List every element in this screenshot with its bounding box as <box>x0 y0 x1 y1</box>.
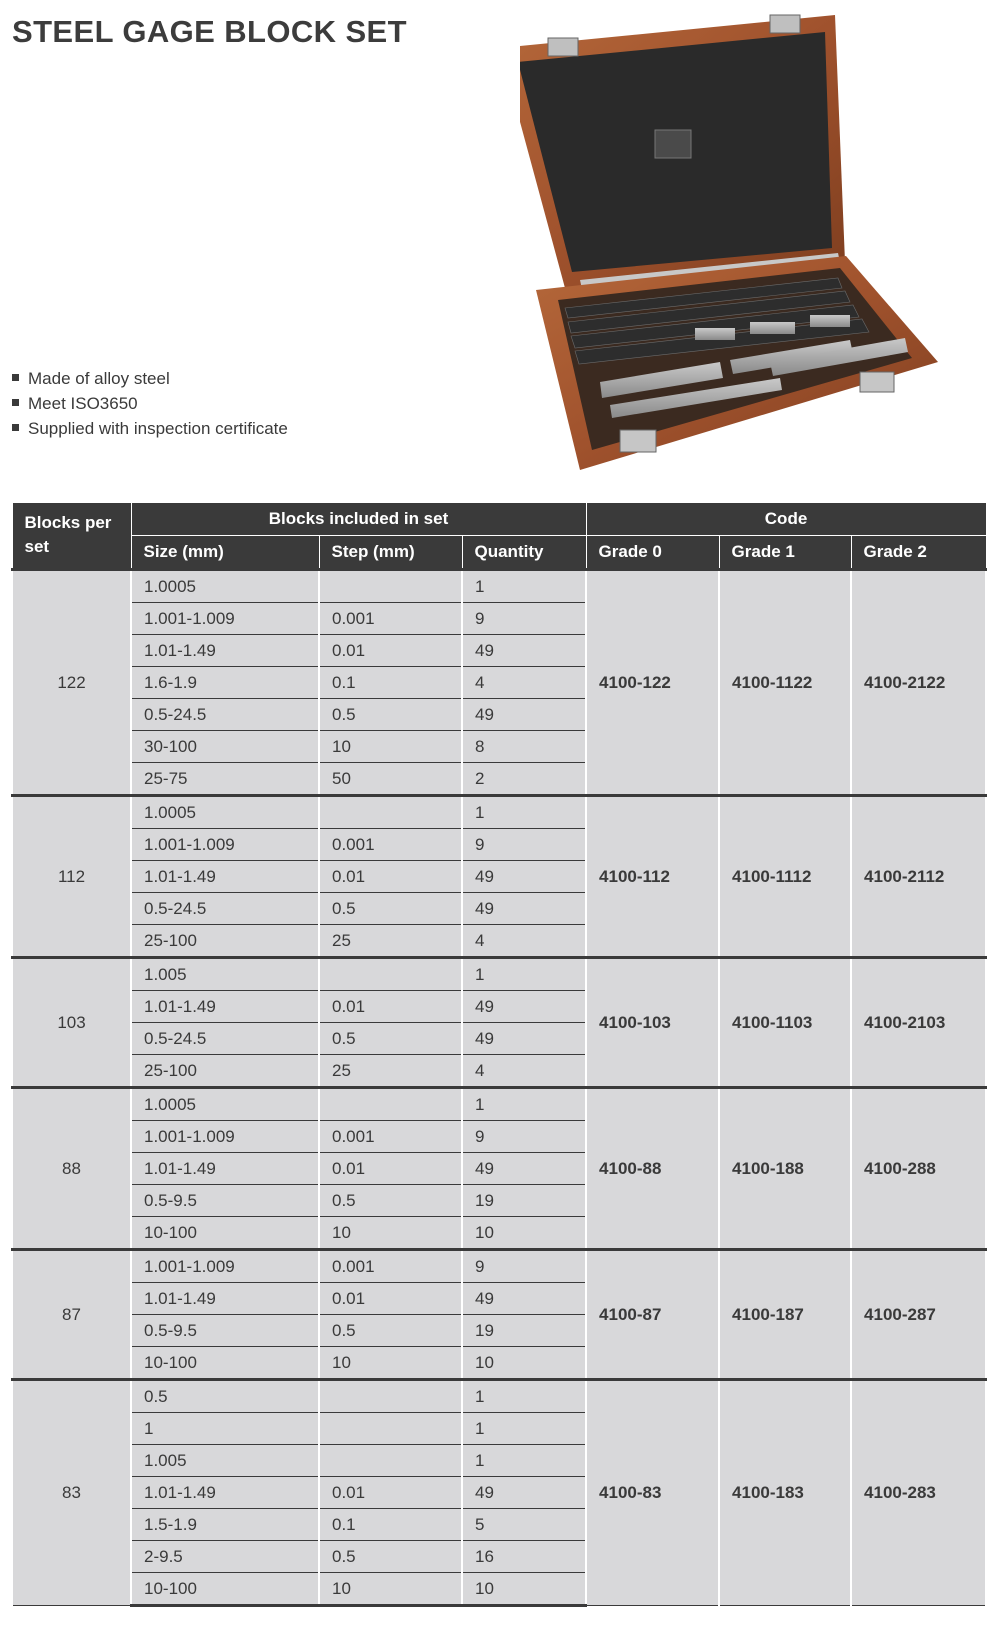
step-cell: 10 <box>319 731 462 763</box>
quantity-cell: 4 <box>462 667 586 699</box>
quantity-cell: 49 <box>462 893 586 925</box>
step-cell: 25 <box>319 1055 462 1088</box>
step-cell: 0.001 <box>319 603 462 635</box>
header-blocks-per-set: Blocks per set <box>12 503 131 570</box>
quantity-cell: 10 <box>462 1573 586 1606</box>
quantity-cell: 9 <box>462 603 586 635</box>
set-group <box>12 1088 986 1250</box>
quantity-cell: 1 <box>462 958 586 991</box>
size-cell: 0.5-9.5 <box>131 1315 319 1347</box>
feature-item: Made of alloy steel <box>12 366 288 391</box>
step-cell <box>319 958 462 991</box>
step-cell: 50 <box>319 763 462 796</box>
header-quantity: Quantity <box>462 536 586 570</box>
grade-2-code: 4100-288 <box>851 1088 986 1250</box>
quantity-cell: 1 <box>462 1445 586 1477</box>
grade-1-code: 4100-1122 <box>719 570 851 796</box>
header-grade-2: Grade 2 <box>851 536 986 570</box>
size-cell: 1.0005 <box>131 796 319 829</box>
header-blocks-included: Blocks included in set <box>131 503 586 536</box>
size-cell: 1.01-1.49 <box>131 1283 319 1315</box>
step-cell: 0.01 <box>319 1477 462 1509</box>
size-cell: 0.5-24.5 <box>131 699 319 731</box>
step-cell: 0.001 <box>319 1121 462 1153</box>
grade-1-code: 4100-1112 <box>719 796 851 958</box>
step-cell: 0.5 <box>319 1185 462 1217</box>
step-cell: 0.01 <box>319 1153 462 1185</box>
quantity-cell: 49 <box>462 1283 586 1315</box>
quantity-cell: 5 <box>462 1509 586 1541</box>
table-row <box>12 1088 986 1121</box>
step-cell: 0.5 <box>319 699 462 731</box>
size-cell: 30-100 <box>131 731 319 763</box>
size-cell: 0.5 <box>131 1380 319 1413</box>
quantity-cell: 49 <box>462 1477 586 1509</box>
quantity-cell: 9 <box>462 829 586 861</box>
table-row <box>12 1250 986 1283</box>
grade-0-code: 4100-112 <box>586 796 719 958</box>
grade-0-code: 4100-122 <box>586 570 719 796</box>
size-cell: 1.01-1.49 <box>131 991 319 1023</box>
size-cell: 1.0005 <box>131 1088 319 1121</box>
step-cell <box>319 1413 462 1445</box>
grade-0-code: 4100-103 <box>586 958 719 1088</box>
size-cell: 1.01-1.49 <box>131 1153 319 1185</box>
set-group <box>12 958 986 1088</box>
size-cell: 1.001-1.009 <box>131 829 319 861</box>
quantity-cell: 16 <box>462 1541 586 1573</box>
quantity-cell: 9 <box>462 1250 586 1283</box>
quantity-cell: 49 <box>462 699 586 731</box>
step-cell: 0.5 <box>319 893 462 925</box>
quantity-cell: 1 <box>462 1413 586 1445</box>
quantity-cell: 4 <box>462 925 586 958</box>
header-step: Step (mm) <box>319 536 462 570</box>
size-cell: 0.5-9.5 <box>131 1185 319 1217</box>
size-cell: 25-100 <box>131 925 319 958</box>
size-cell: 1.0005 <box>131 570 319 603</box>
table-row <box>12 958 986 991</box>
grade-0-code: 4100-88 <box>586 1088 719 1250</box>
size-cell: 2-9.5 <box>131 1541 319 1573</box>
blocks-per-set-cell: 112 <box>12 796 131 958</box>
bullet-icon <box>12 374 19 381</box>
grade-2-code: 4100-287 <box>851 1250 986 1380</box>
header-code: Code <box>586 503 986 536</box>
size-cell: 10-100 <box>131 1347 319 1380</box>
bullet-icon <box>12 399 19 406</box>
grade-0-code: 4100-83 <box>586 1380 719 1606</box>
blocks-per-set-cell: 87 <box>12 1250 131 1380</box>
size-cell: 1.001-1.009 <box>131 1250 319 1283</box>
page-title: STEEL GAGE BLOCK SET <box>12 14 407 49</box>
size-cell: 1.01-1.49 <box>131 1477 319 1509</box>
size-cell: 1.6-1.9 <box>131 667 319 699</box>
grade-0-code: 4100-87 <box>586 1250 719 1380</box>
set-group <box>12 796 986 958</box>
step-cell: 25 <box>319 925 462 958</box>
step-cell: 0.1 <box>319 1509 462 1541</box>
blocks-per-set-cell: 122 <box>12 570 131 796</box>
set-group <box>12 1250 986 1380</box>
step-cell: 0.001 <box>319 829 462 861</box>
grade-2-code: 4100-2112 <box>851 796 986 958</box>
feature-item: Meet ISO3650 <box>12 391 288 416</box>
quantity-cell: 49 <box>462 991 586 1023</box>
step-cell: 0.5 <box>319 1541 462 1573</box>
step-cell <box>319 1445 462 1477</box>
size-cell: 1.01-1.49 <box>131 861 319 893</box>
quantity-cell: 9 <box>462 1121 586 1153</box>
size-cell: 25-75 <box>131 763 319 796</box>
quantity-cell: 49 <box>462 1153 586 1185</box>
feature-item: Supplied with inspection certificate <box>12 416 288 441</box>
step-cell: 10 <box>319 1347 462 1380</box>
blocks-per-set-cell: 103 <box>12 958 131 1088</box>
quantity-cell: 49 <box>462 1023 586 1055</box>
quantity-cell: 19 <box>462 1315 586 1347</box>
gage-block-table <box>11 502 987 1607</box>
set-group <box>12 1380 986 1606</box>
size-cell: 1 <box>131 1413 319 1445</box>
step-cell: 0.01 <box>319 861 462 893</box>
grade-1-code: 4100-188 <box>719 1088 851 1250</box>
step-cell <box>319 1380 462 1413</box>
size-cell: 25-100 <box>131 1055 319 1088</box>
set-group <box>12 570 986 796</box>
bullet-icon <box>12 424 19 431</box>
size-cell: 1.001-1.009 <box>131 1121 319 1153</box>
size-cell: 10-100 <box>131 1217 319 1250</box>
size-cell: 10-100 <box>131 1573 319 1606</box>
size-cell: 1.005 <box>131 958 319 991</box>
grade-1-code: 4100-1103 <box>719 958 851 1088</box>
quantity-cell: 10 <box>462 1217 586 1250</box>
blocks-per-set-cell: 88 <box>12 1088 131 1250</box>
gage-block-case-image <box>520 10 990 490</box>
step-cell: 0.01 <box>319 635 462 667</box>
quantity-cell: 4 <box>462 1055 586 1088</box>
table-row <box>12 570 986 603</box>
step-cell <box>319 796 462 829</box>
size-cell: 1.001-1.009 <box>131 603 319 635</box>
blocks-per-set-cell: 83 <box>12 1380 131 1606</box>
grade-1-code: 4100-183 <box>719 1380 851 1606</box>
step-cell: 0.5 <box>319 1315 462 1347</box>
header-grade-1: Grade 1 <box>719 536 851 570</box>
size-cell: 1.5-1.9 <box>131 1509 319 1541</box>
grade-2-code: 4100-2103 <box>851 958 986 1088</box>
table-row <box>12 796 986 829</box>
size-cell: 1.01-1.49 <box>131 635 319 667</box>
step-cell <box>319 570 462 603</box>
quantity-cell: 49 <box>462 635 586 667</box>
grade-1-code: 4100-187 <box>719 1250 851 1380</box>
quantity-cell: 2 <box>462 763 586 796</box>
quantity-cell: 1 <box>462 1088 586 1121</box>
quantity-cell: 1 <box>462 570 586 603</box>
step-cell: 10 <box>319 1573 462 1606</box>
step-cell: 0.001 <box>319 1250 462 1283</box>
table-row <box>12 1380 986 1413</box>
quantity-cell: 1 <box>462 796 586 829</box>
quantity-cell: 1 <box>462 1380 586 1413</box>
step-cell: 0.01 <box>319 991 462 1023</box>
step-cell <box>319 1088 462 1121</box>
size-cell: 0.5-24.5 <box>131 1023 319 1055</box>
grade-2-code: 4100-283 <box>851 1380 986 1606</box>
quantity-cell: 49 <box>462 861 586 893</box>
header-grade-0: Grade 0 <box>586 536 719 570</box>
quantity-cell: 19 <box>462 1185 586 1217</box>
size-cell: 0.5-24.5 <box>131 893 319 925</box>
step-cell: 0.1 <box>319 667 462 699</box>
step-cell: 0.01 <box>319 1283 462 1315</box>
feature-list <box>12 366 288 441</box>
grade-2-code: 4100-2122 <box>851 570 986 796</box>
size-cell: 1.005 <box>131 1445 319 1477</box>
quantity-cell: 10 <box>462 1347 586 1380</box>
step-cell: 0.5 <box>319 1023 462 1055</box>
quantity-cell: 8 <box>462 731 586 763</box>
step-cell: 10 <box>319 1217 462 1250</box>
header-size: Size (mm) <box>131 536 319 570</box>
